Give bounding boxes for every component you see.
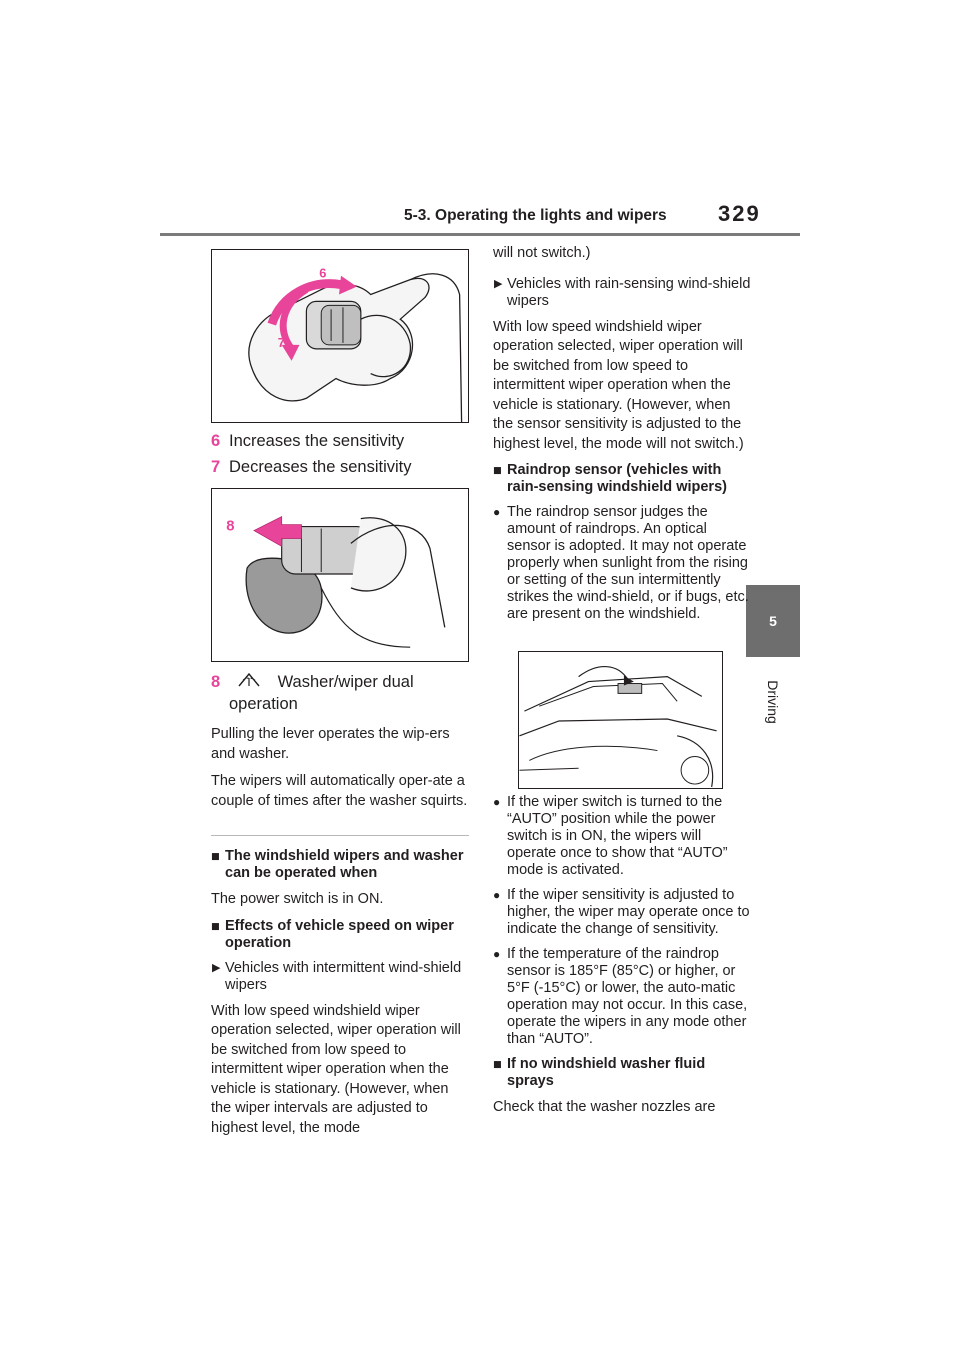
chapter-tab[interactable]: 5 <box>746 585 800 657</box>
windshield-illustration <box>519 652 722 788</box>
continued-text: will not switch.) <box>493 245 591 261</box>
pull-paragraph: Pulling the lever operates the wip-ers and washer. <box>211 726 450 762</box>
bullet-raindrop-judges: ● The raindrop sensor judges the amount of raindrops. An optical sensor is adopted. It may not operate properly when sunlight from the rising or setting of the sun intermittently strikes the wind-shield, or if bugs, etc. are present on the windshield. <box>493 504 749 622</box>
divider <box>211 835 469 836</box>
subhead-rain-sensing: ▶ Vehicles with rain-sensing wind-shield wipers <box>494 275 751 309</box>
lever-hand-illustration <box>212 250 468 422</box>
rain-sensing-paragraph: With low speed windshield wiper operation selected, wiper operation will be switched from low speed to intermittent wiper operation when the vehicle is stationary. (However, when the sensor sensitivity is adjusted to the highest level, the mode will not switch.) <box>493 318 744 452</box>
section-head-washer-fluid: ■ If no windshield washer fluid sprays <box>493 1056 706 1089</box>
figure-sensitivity-ring <box>211 249 469 423</box>
callout-6: 6 <box>319 265 327 281</box>
auto-paragraph: The wipers will automatically oper-ate a couple of times after the washer squirts. <box>211 773 468 809</box>
washer-fluid-paragraph: Check that the washer nozzles are <box>493 1099 716 1115</box>
figure-pull-lever <box>211 488 469 662</box>
item-8: 8 Washer/wiper dual operation <box>211 670 469 715</box>
intermittent-paragraph: With low speed windshield wiper operation selected, wiper operation will be switched from low speed to intermittent wiper operation when the vehicle is stationary. (However, when the wiper intervals are adjusted to highest level, the mode <box>211 1002 461 1136</box>
pull-lever-illustration <box>212 489 468 661</box>
washer-wiper-icon <box>234 670 264 690</box>
chapter-label <box>746 662 800 742</box>
section-title: 5-3. Operating the lights and wipers <box>404 207 667 224</box>
callout-8: 8 <box>226 518 235 535</box>
section-head-operable: ■ The windshield wipers and washer can be operated when <box>211 848 464 881</box>
header-rule <box>160 233 800 236</box>
item-6: 6 Increases the sensitivity <box>211 432 405 450</box>
section-head-raindrop: ■ Raindrop sensor (vehicles with rain-sensing windshield wipers) <box>493 462 727 495</box>
item-7: 7 Decreases the sensitivity <box>211 458 412 476</box>
operable-paragraph: The power switch is in ON. <box>211 891 384 907</box>
section-head-speed: ■ Effects of vehicle speed on wiper operation <box>211 917 454 951</box>
figure-raindrop-sensor <box>518 651 723 789</box>
callout-7: 7 <box>277 334 285 350</box>
subhead-intermittent: ▶ Vehicles with intermittent wind-shield wipers <box>212 959 462 993</box>
page-number: 329 <box>718 201 761 226</box>
bullet-auto-position: ● If the wiper switch is turned to the “AUTO” position while the power switch is in ON, the wipers will operate once to show that “AUTO” mode is activated. <box>493 794 728 878</box>
bullet-temperature: ● If the temperature of the raindrop sensor is 185°F (85°C) or higher, or 5°F (-15°C) or lower, the auto-matic operation may not occur. In this case, operate the wipers in any mode other than “AUTO”. <box>493 946 748 1047</box>
chapter-label-text: Driving <box>765 680 781 724</box>
bullet-sensitivity: ● If the wiper sensitivity is adjusted to higher, the wiper may operate once to indicate the change of sensitivity. <box>493 887 750 937</box>
